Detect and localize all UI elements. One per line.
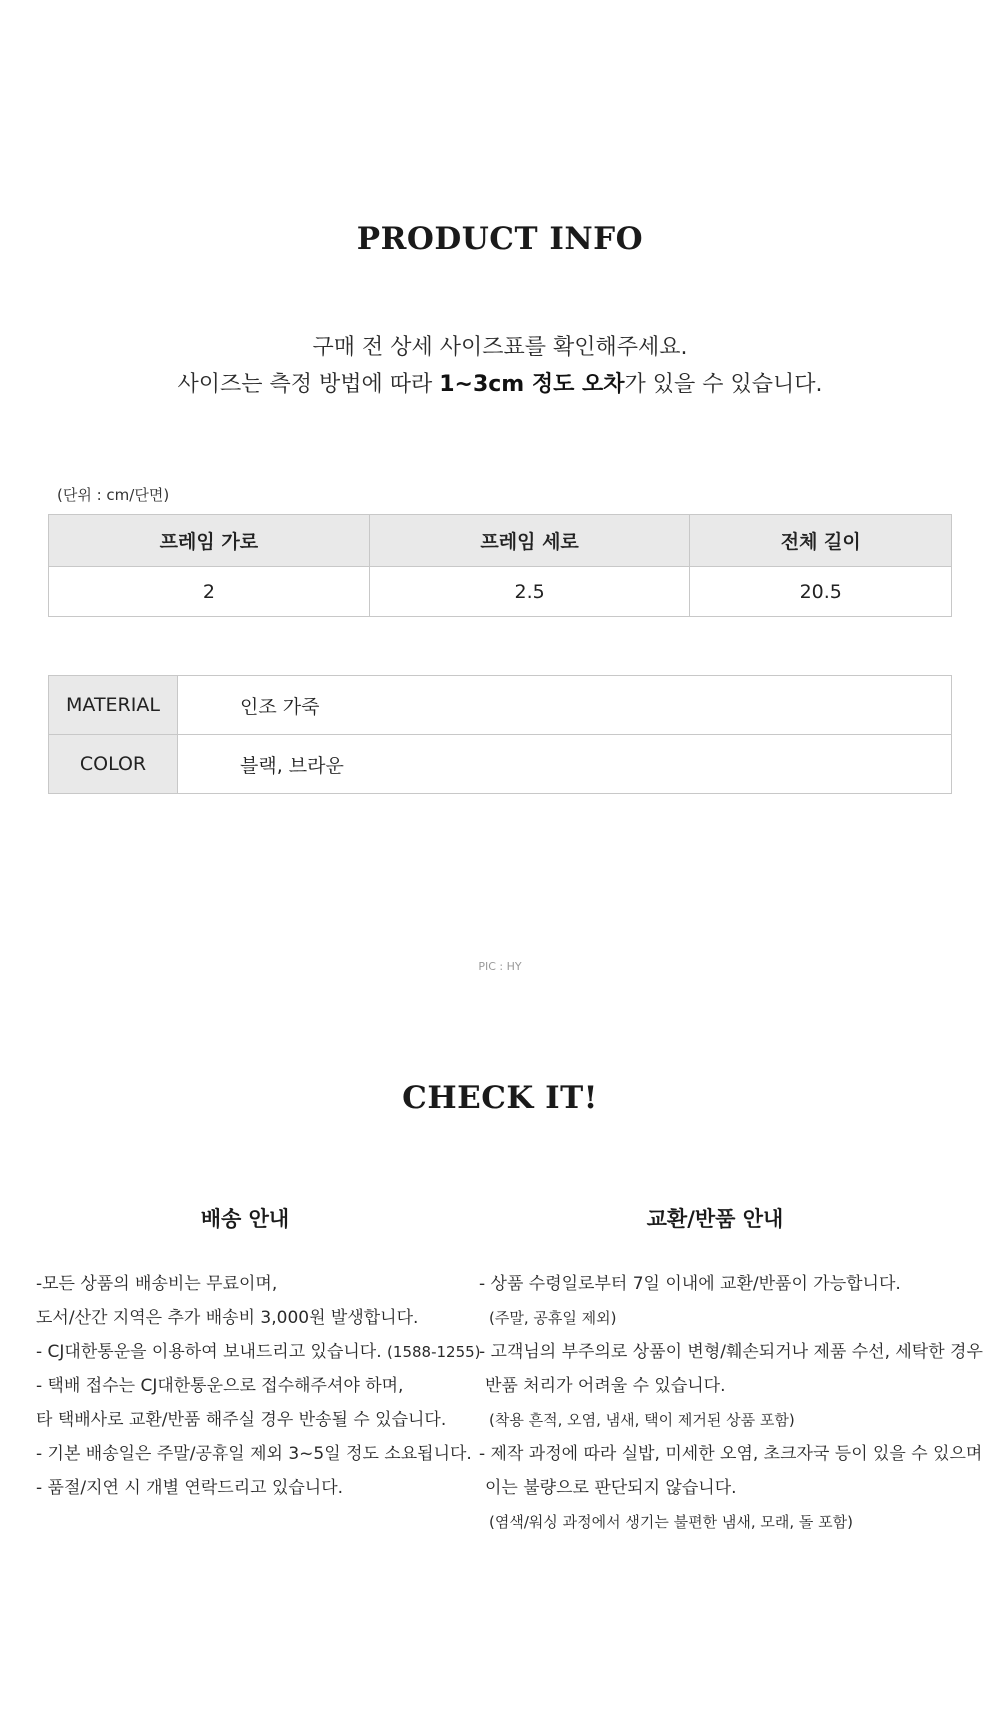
header-total-length: 전체 길이 — [690, 515, 952, 567]
return-line: 반품 처리가 어려울 수 있습니다. — [485, 1376, 726, 1396]
spec-value-color: 블랙, 브라운 — [178, 735, 952, 794]
return-line: (주말, 공휴일 제외) — [489, 1309, 617, 1327]
delivery-line: - 품절/지연 시 개별 연락드리고 있습니다. — [36, 1478, 344, 1498]
size-notice-line1: 구매 전 상세 사이즈표를 확인해주세요. — [312, 335, 688, 360]
delivery-info-title: 배송 안내 — [200, 1207, 290, 1231]
header-frame-height: 프레임 세로 — [369, 515, 690, 567]
delivery-line: 도서/산간 지역은 추가 배송비 3,000원 발생합니다. — [36, 1308, 419, 1328]
return-line: - 상품 수령일로부터 7일 이내에 교환/반품이 가능합니다. — [479, 1274, 901, 1294]
return-line: - 고객님의 부주의로 상품이 변형/훼손되거나 제품 수선, 세탁한 경우 — [479, 1342, 983, 1362]
notice-text-pre: 사이즈는 측정 방법에 따라 — [177, 372, 440, 397]
return-line: (착용 흔적, 오염, 냄새, 택이 제거된 상품 포함) — [489, 1411, 795, 1429]
delivery-line: -모든 상품의 배송비는 무료이며, — [36, 1274, 278, 1294]
delivery-line: 타 택배사로 교환/반품 해주실 경우 반송될 수 있습니다. — [36, 1410, 447, 1430]
size-table-header-row — [49, 515, 952, 567]
size-table-value-row — [49, 567, 952, 617]
delivery-line — [36, 1341, 481, 1375]
delivery-line: - 기본 배송일은 주말/공휴일 제외 3~5일 정도 소요됩니다. — [36, 1444, 472, 1464]
value-frame-width: 2 — [49, 567, 370, 617]
return-info-list — [479, 1273, 983, 1545]
notice-text-post: 가 있을 수 있습니다. — [624, 372, 823, 397]
return-line: 이는 불량으로 판단되지 않습니다. — [485, 1478, 737, 1498]
delivery-info-list — [36, 1273, 481, 1511]
return-line: - 제작 과정에 따라 실밥, 미세한 오염, 초크자국 등이 있을 수 있으며 — [479, 1444, 983, 1464]
return-line: (염색/워싱 과정에서 생기는 불편한 냄새, 모래, 돌 포함) — [489, 1513, 853, 1531]
spec-row-material — [49, 676, 952, 735]
check-it-title: CHECK IT! — [402, 1080, 598, 1116]
delivery-line-text: - CJ대한통운을 이용하여 보내드리고 있습니다. — [36, 1342, 382, 1362]
return-info-title: 교환/반품 안내 — [646, 1207, 784, 1231]
pic-credit: PIC : HY — [478, 960, 522, 973]
value-total-length: 20.5 — [690, 567, 952, 617]
value-frame-height: 2.5 — [369, 567, 690, 617]
header-frame-width: 프레임 가로 — [49, 515, 370, 567]
spec-key-material: MATERIAL — [49, 676, 178, 735]
size-table — [48, 514, 952, 617]
notice-text-bold: 1~3cm 정도 오차 — [439, 372, 625, 397]
spec-row-color — [49, 735, 952, 794]
size-notice-line2 — [0, 367, 1000, 398]
delivery-phone: (1588-1255) — [387, 1343, 481, 1361]
spec-value-material: 인조 가죽 — [178, 676, 952, 735]
delivery-line: - 택배 접수는 CJ대한통운으로 접수해주셔야 하며, — [36, 1376, 404, 1396]
product-info-title: PRODUCT INFO — [356, 221, 644, 257]
spec-key-color: COLOR — [49, 735, 178, 794]
spec-table — [48, 675, 952, 794]
unit-label: (단위 : cm/단면) — [57, 486, 170, 504]
